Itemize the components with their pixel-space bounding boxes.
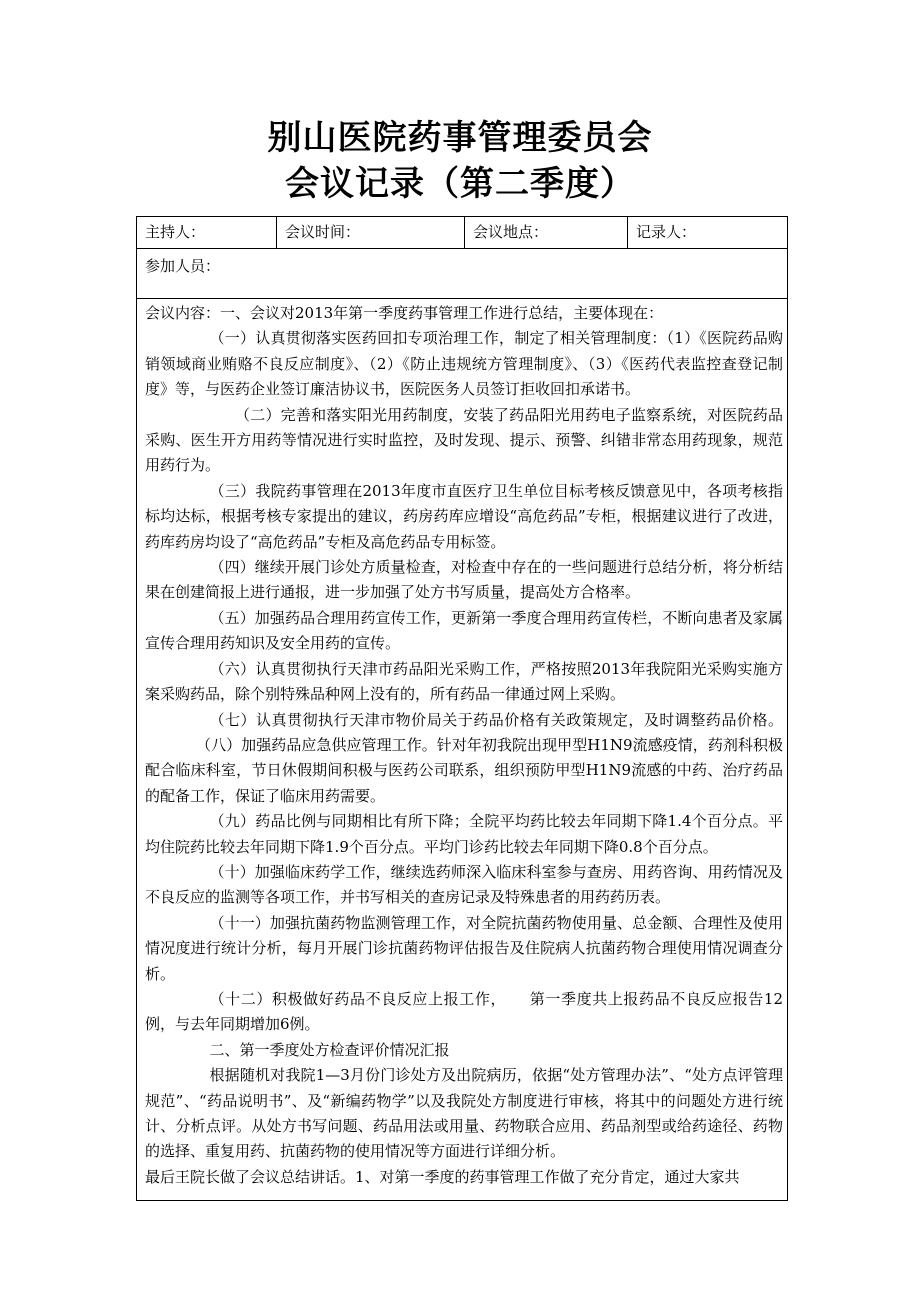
content-item-9: （九）药品比例与同期相比有所下降；全院平均药比较去年同期下降1.4个百分点。平均住院药比较去年同期下降1.9个百分点。平均门诊药比较去年同期下降0.8个百分点。 — [145, 812, 783, 856]
meeting-content — [145, 301, 783, 1190]
content-item-10: （十）加强临床药学工作，继续选药师深入临床科室参与查房、用药咨询、用药情况及不良反应的监测等各项工作，并书写相关的查房记录及特殊患者的用药药历表。 — [145, 862, 783, 907]
meeting-time-cell: 会议时间： — [277, 217, 465, 248]
content-item-4: （四）继续开展门诊处方质量检查，对检查中存在的一些问题进行总结分析，将分析结果在创建简报上进行通报，进一步加强了处方书写质量，提高处方合格率。 — [145, 558, 783, 602]
document-title: 别山医院药事管理委员会 — [267, 118, 653, 158]
attendees-row — [137, 249, 787, 299]
content-item-11: （十一）加强抗菌药物监测管理工作，对全院抗菌药物使用量、总金额、合理性及使用情况度进行统计分析，每月开展门诊抗菌药物评估报告及住院病人抗菌药物合理使用情况调查分析。 — [145, 913, 783, 983]
content-item-5: （五）加强药品合理用药宣传工作，更新第一季度合理用药宣传栏，不断向患者及家属宣传合理用药知识及安全用药的宣传。 — [145, 608, 783, 653]
document-subtitle: 会议记录（第二季度） — [285, 164, 635, 204]
meeting-place-cell: 会议地点： — [465, 217, 628, 248]
section-2-body: 根据随机对我院1—3月份门诊处方及出院病历，依据“处方管理办法”、“处方点评管理规范”、“药品说明书”、及“新编药物学”以及我院处方制度进行审核，将其中的问题处方进行统计、分析点评。从处方书写问题、药品用法或用量、药物联合应用、药品剂型或给药途径、药物的选择、重复用药、抗菌药物的使用情况等方面进行详细分析。 — [145, 1066, 783, 1161]
content-item-8: （八）加强药品应急供应管理工作。针对年初我院出现甲型H1N9流感疫情，药剂科积极配合临床科室，节日休假期间积极与医药公司联系，组织预防甲型H1N9流感的中药、治疗药品的配备工作，保证了临床用药需要。 — [145, 735, 783, 805]
content-item-1: （一）认真贯彻落实医药回扣专项治理工作，制定了相关管理制度：（1）《医院药品购销领域商业贿赂不良反应制度》、（2）《防止违规统方管理制度》、（3）《医药代表监控查登记制度》等，与医药企业签订廉洁协议书，医院医务人员签订拒收回扣承诺书。 — [145, 329, 783, 399]
header-row — [137, 217, 787, 249]
closing-remarks: 最后王院长做了会议总结讲话。1、对第一季度的药事管理工作做了充分肯定，通过大家共 — [145, 1167, 740, 1186]
content-item-2: （二）完善和落实阳光用药制度，安装了药品阳光用药电子监察系统，对医院药品采购、医生开方用药等情况进行实时监控，及时发现、提示、预警、纠错非常态用药现象，规范用药行为。 — [145, 405, 783, 475]
section-2-title: 二、第一季度处方检查评价情况汇报 — [209, 1040, 450, 1059]
recorder-cell: 记录人： — [636, 223, 697, 241]
content-item-7: （七）认真贯彻执行天津市物价局关于药品价格有关政策规定，及时调整药品价格。 — [209, 710, 783, 729]
content-item-3: （三）我院药事管理在2013年度市直医疗卫生单位目标考核反馈意见中，各项考核指标均达标，根据考核专家提出的建议，药房药库应增设“高危药品”专柜，根据建议进行了改进，药库药房均设了“高危药品”专柜及高危药品专用标签。 — [145, 481, 783, 551]
content-item-7-8 — [145, 708, 783, 810]
host-cell: 主持人： — [137, 217, 277, 248]
content-intro: 会议内容：一、会议对2013年第一季度药事管理工作进行总结，主要体现在： — [145, 304, 664, 322]
attendees-label: 参加人员： — [145, 257, 221, 275]
content-item-12: （十二）积极做好药品不良反应上报工作， 第一季度共上报药品不良反应报告12例，与去年同期增加6例。 — [145, 989, 783, 1034]
content-item-6: （六）认真贯彻执行天津市药品阳光采购工作，严格按照2013年我院阳光采购实施方案采购药品，除个别特殊品种网上没有的，所有药品一律通过网上采购。 — [145, 659, 783, 704]
meeting-record-table — [136, 216, 788, 1201]
